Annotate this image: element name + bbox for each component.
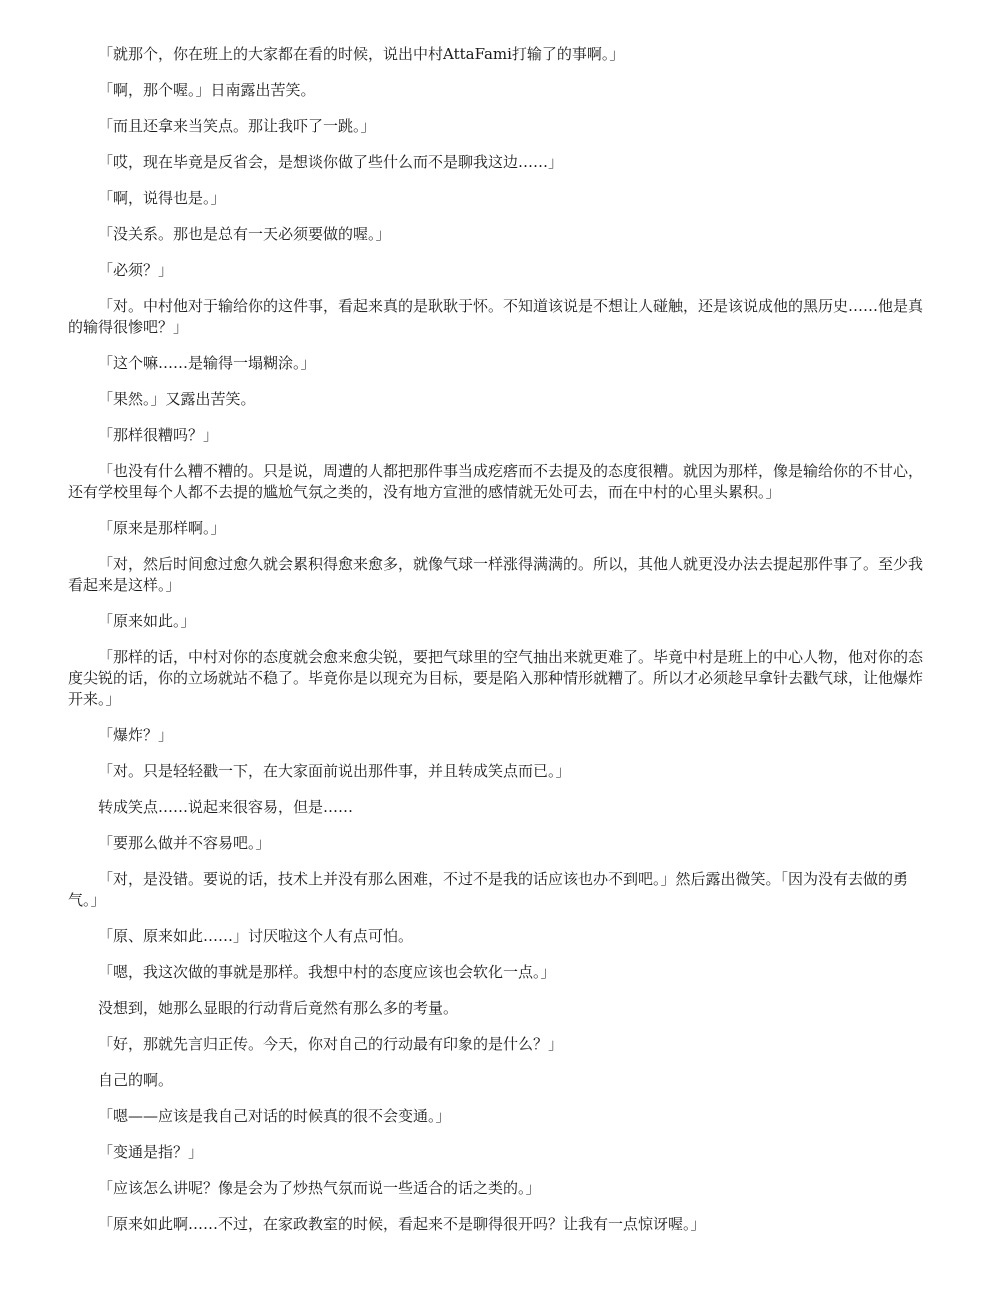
paragraph: 「而且还拿来当笑点。那让我吓了一跳。」: [98, 117, 376, 135]
paragraph: 「好，那就先言归正传。今天，你对自己的行动最有印象的是什么？」: [98, 1035, 564, 1053]
paragraph: 「原来是那样啊。」: [98, 519, 226, 537]
paragraph: 「嗯，我这次做的事就是那样。我想中村的态度应该也会软化一点。」: [98, 963, 556, 981]
paragraph: 「变通是指？」: [98, 1143, 204, 1161]
paragraph: 「也没有什么糟不糟的。只是说，周遭的人都把那件事当成疙瘩而不去提及的态度很糟。就因为那样，像是输给你的不甘心，还有学校里每个人都不去提的尴尬气氛之类的，没有地方宣泄的感情就无处可去，而在中村的心里头累积。」: [68, 462, 924, 501]
paragraph: 「哎，现在毕竟是反省会，是想谈你做了些什么而不是聊我这边……」: [98, 153, 564, 171]
paragraph: 「啊，说得也是。」: [98, 189, 226, 207]
paragraph: 「对。只是轻轻戳一下，在大家面前说出那件事，并且转成笑点而已。」: [98, 762, 571, 780]
paragraph: 「要那么做并不容易吧。」: [98, 834, 271, 852]
paragraph: 「那样很糟吗？」: [98, 426, 219, 444]
paragraph: 「果然。」又露出苦笑。: [98, 390, 256, 408]
paragraph: 转成笑点……说起来很容易，但是……: [98, 798, 354, 816]
paragraph: 「原、原来如此……」讨厌啦这个人有点可怕。: [98, 927, 414, 945]
paragraph: 「对。中村他对于输给你的这件事，看起来真的是耿耿于怀。不知道该说是不想让人碰触，还是该说成他的黑历史……他是真的输得很惨吧？」: [68, 297, 924, 336]
paragraph: 「那样的话，中村对你的态度就会愈来愈尖锐，要把气球里的空气抽出来就更难了。毕竟中村是班上的中心人物，他对你的态度尖锐的话，你的立场就站不稳了。毕竟你是以现充为目标，要是陷入那种情形就糟了。所以才必须趁早拿针去戳气球，让他爆炸开来。」: [68, 648, 924, 708]
paragraph: 「必须？」: [98, 261, 174, 279]
paragraph: 没想到，她那么显眼的行动背后竟然有那么多的考量。: [98, 999, 459, 1017]
paragraph: 「对，然后时间愈过愈久就会累积得愈来愈多，就像气球一样涨得满满的。所以，其他人就更没办法去提起那件事了。至少我看起来是这样。」: [68, 555, 924, 594]
paragraph: 「原来如此啊……不过，在家政教室的时候，看起来不是聊得很开吗？让我有一点惊讶喔。」: [98, 1215, 706, 1233]
paragraph: 「原来如此。」: [98, 612, 196, 630]
paragraph: 「应该怎么讲呢？像是会为了炒热气氛而说一些适合的话之类的。」: [98, 1179, 541, 1197]
paragraph: 「啊，那个喔。」日南露出苦笑。: [98, 81, 316, 99]
paragraph: 「爆炸？」: [98, 726, 174, 744]
paragraph: 「就那个，你在班上的大家都在看的时候，说出中村AttaFami打输了的事啊。」: [98, 45, 625, 63]
paragraph: 「对，是没错。要说的话，技术上并没有那么困难，不过不是我的话应该也办不到吧。」然后露出微笑。「因为没有去做的勇气。」: [68, 870, 909, 909]
paragraph: 自己的啊。: [98, 1071, 174, 1089]
paragraph: 「嗯——应该是我自己对话的时候真的很不会变通。」: [98, 1107, 451, 1125]
paragraph: 「没关系。那也是总有一天必须要做的喔。」: [98, 225, 391, 243]
paragraph: 「这个嘛……是输得一塌糊涂。」: [98, 354, 316, 372]
